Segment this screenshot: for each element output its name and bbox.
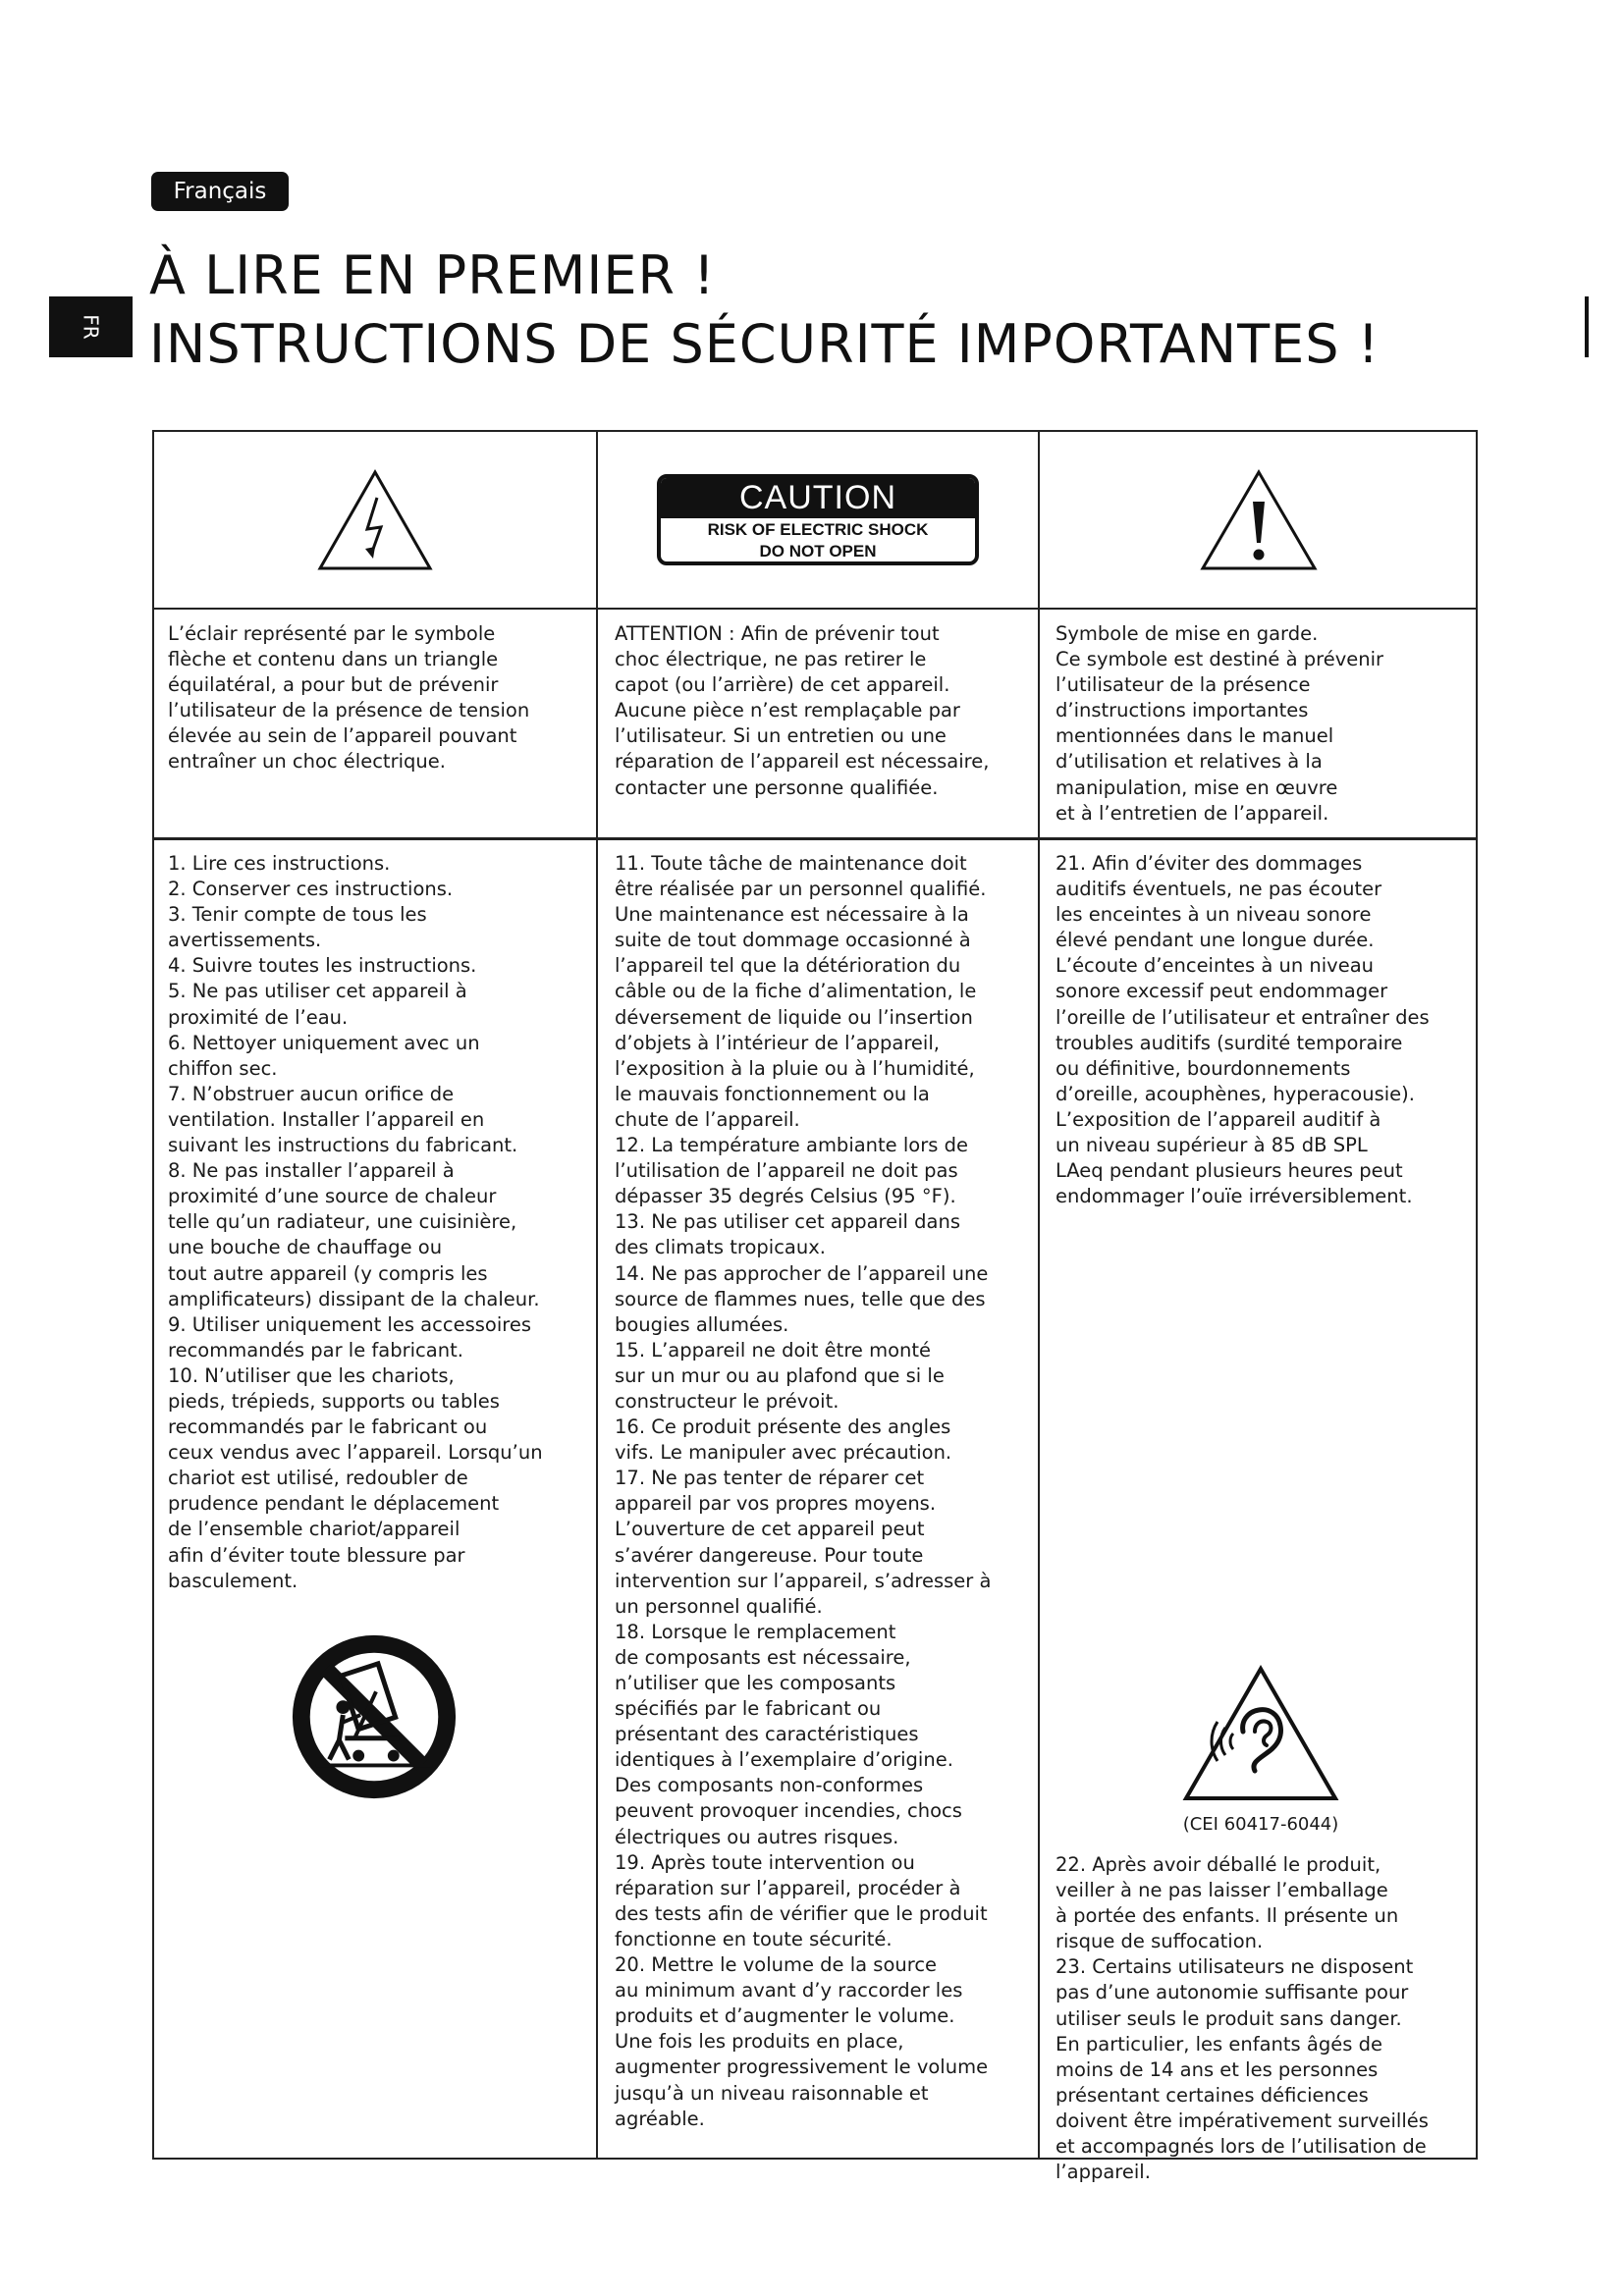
page-edge-marker [1585, 296, 1589, 357]
instruction-21: 21. Afin d’éviter des dommages auditifs éventuels, ne pas écouter les enceintes à un niveau sonore élevé pendant une longue durée. L’écoute d’enceintes à un niveau sonore excessif peut endommager l’oreille de l’utilisateur et entraîner des troubles auditifs (surdité temporaire ou définitive, bourdonnements d’oreille, acouphènes, hyperacousie). L’exposition de l’appareil auditif à un niveau supérieur à 85 dB SPL LAeq pendant plusieurs heures peut endommager l’ouïe irréversiblement. [1056, 852, 1430, 1208]
column-divider-1 [596, 432, 598, 2158]
exclamation-symbol-description: Symbole de mise en garde. Ce symbole est destiné à prévenir l’utilisateur de la présence d’instructions importantes mentionnées dans le manuel d’utilisation et relatives à la manipulation, mise en œuvre et à l’entretien de l’appareil. [1056, 622, 1384, 825]
title-line-1: À LIRE EN PREMIER ! [149, 244, 716, 306]
row-divider-1 [154, 608, 1476, 610]
symbol-cell-lightning [154, 432, 596, 608]
symbol-cell-caution [597, 432, 1039, 608]
lightning-triangle-icon [316, 468, 434, 572]
caution-symbol-description: ATTENTION : Afin de prévenir tout choc électrique, ne pas retirer le capot (ou l’arrière) de cet appareil. Aucune pièce n’est remplaçable par l’utilisateur. Si un entretien ou une réparation de l’appareil est nécessaire, contacter une personne qualifiée. [615, 622, 990, 799]
side-tab-label: FR [79, 314, 103, 340]
exclamation-triangle-icon [1199, 468, 1319, 572]
language-side-tab [49, 296, 133, 357]
caution-title: CAUTION [661, 478, 975, 518]
language-badge: Français [151, 172, 289, 211]
caution-line-2: DO NOT OPEN [759, 542, 877, 561]
instructions-22-23: 22. Après avoir déballé le produit, veiller à ne pas laisser l’emballage à portée des enfants. Il présente un risque de suffocation. 23. Certains utilisateurs ne disposent pas d’une autonomie suffisante pour utiliser seuls le produit sans danger. En particulier, les enfants âgés de moins de 14 ans et les personnes présentant certaines déficiences doivent être impérativement surveillés et accompagnés lors de l’utilisation de l’appareil. [1056, 1853, 1429, 2184]
cart-tip-over-warning-icon [287, 1629, 461, 1804]
symbol-cell-exclamation [1040, 432, 1478, 608]
page-title [149, 241, 1380, 379]
caution-line-1: RISK OF ELECTRIC SHOCK [707, 520, 929, 539]
lightning-symbol-description: L’éclair représenté par le symbole flèche et contenu dans un triangle équilatéral, a pour but de prévenir l’utilisateur de la présence de tension élevée au sein de l’appareil pouvant entraîner un choc électrique. [168, 622, 530, 774]
title-line-2: INSTRUCTIONS DE SÉCURITÉ IMPORTANTES ! [149, 313, 1380, 375]
hearing-damage-warning-icon [1182, 1665, 1339, 1802]
instructions-1-10: 1. Lire ces instructions. 2. Conserver ces instructions. 3. Tenir compte de tous les avertissements. 4. Suivre toutes les instructions. 5. Ne pas utiliser cet appareil à proximité de l’eau. 6. Nettoyer uniquement avec un chiffon sec. 7. N’obstruer aucun orifice de ventilation. Installer l’appareil en suivant les instructions du fabricant. 8. Ne pas installer l’appareil à proximité d’une source de chaleur telle qu’un radiateur, une cuisinière, une bouche de chauffage ou tout autre appareil (y compris les amplificateurs) dissipant de la chaleur. 9. Utiliser uniquement les accessoires recommandés par le fabricant. 10. N’utiliser que les chariots, pieds, trépieds, supports ou tables recommandés par le fabricant ou ceux vendus avec l’appareil. Lorsqu’un chariot est utilisé, redoubler de prudence pendant le déplacement de l’ensemble chariot/appareil afin d’éviter toute blessure par basculement. [168, 852, 543, 1592]
column-divider-2 [1038, 432, 1040, 2158]
safety-table [152, 430, 1478, 2184]
row-divider-2 [154, 837, 1476, 840]
instructions-11-20: 11. Toute tâche de maintenance doit être réalisée par un personnel qualifié. Une maintenance est nécessaire à la suite de tout dommage occasionné à l’appareil tel que la détérioration du câble ou de la fiche d’alimentation, le déversement de liquide ou l’insertion d’objets à l’intérieur de l’appareil, l’exposition à la pluie ou à l’humidité, le mauvais fonctionnement ou la chute de l’appareil. 12. La température ambiante lors de l’utilisation de l’appareil ne doit pas dépasser 35 degrés Celsius (95 °F). 13. Ne pas utiliser cet appareil dans des climats tropicaux. 14. Ne pas approcher de l’appareil une source de flammes nues, telle que des bougies allumées. 15. L’appareil ne doit être monté sur un mur ou au plafond que si le constructeur le prévoit. 16. Ce produit présente des angles vifs. Le manipuler avec précaution. 17. Ne pas tenter de réparer cet appareil par vos propres moyens. L’ouverture de cet appareil peut s’avérer dangereuse. Pour toute intervention sur l’appareil, s’adresser à un personnel qualifié. 18. Lorsque le remplacement de composants est nécessaire, n’utiliser que les composants spécifiés par le fabricant ou présentant des caractéristiques identiques à l’exemplaire d’origine. Des composants non-conformes peuvent provoquer incendies, chocs électriques ou autres risques. 19. Après toute intervention ou réparation sur l’appareil, procéder à des tests afin de vérifier que le produit fonctionne en toute sécurité. 20. Mettre le volume de la source au minimum avant d’y raccorder les produits et d’augmenter le volume. Une fois les produits en place, augmenter progressivement le volume jusqu’à un niveau raisonnable et agréable. [615, 852, 992, 2130]
hearing-icon-caption: (CEI 60417-6044) [1182, 1814, 1339, 1835]
caution-label [657, 474, 979, 565]
